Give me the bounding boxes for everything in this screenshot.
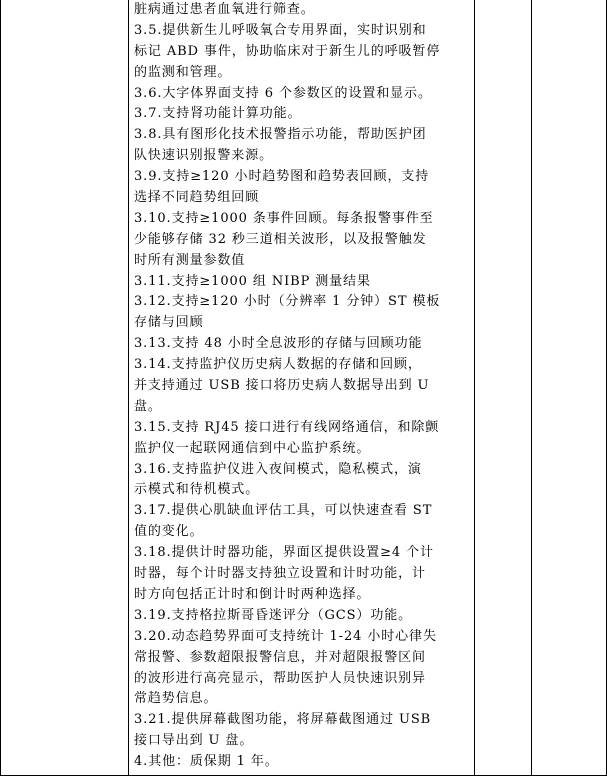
description-line: 少能够存储 32 秒三道相关波形，以及报警触发	[134, 231, 427, 247]
table-border-bottom	[0, 775, 607, 776]
description-line: 3.15.支持 RJ45 接口进行有线网络通信，和除颤	[134, 419, 440, 435]
description-line: 3.21.提供屏幕截图功能，将屏幕截图通过 USB	[134, 712, 432, 728]
description-line: 时所有测量参数值	[134, 252, 246, 268]
description-line: 3.10.支持≥1000 条事件回顾。每条报警事件至	[134, 210, 434, 226]
description-line: 并支持通过 USB 接口将历史病人数据导出到 U	[134, 378, 430, 394]
description-line: 常趋势信息。	[134, 691, 218, 707]
description-line: 3.9.支持≥120 小时趋势图和趋势表回顾，支持	[134, 169, 430, 185]
description-line: 3.6.大字体界面支持 6 个参数区的设置和显示。	[134, 85, 432, 101]
description-line: 监护仪一起联网通信到中心监护系统。	[134, 440, 371, 456]
description-line: 的监测和管理。	[134, 64, 232, 80]
description-line: 常报警、参数超限报警信息，并对超限报警区间	[134, 649, 426, 665]
description-line: 3.8.具有图形化技术报警指示功能，帮助医护团	[134, 127, 427, 143]
description-line: 的波形进行高亮显示，帮助医护人员快速识别异	[134, 670, 426, 686]
description-line: 3.5.提供新生儿呼吸氧合专用界面，实时识别和	[134, 22, 427, 38]
description-line: 3.17.提供心肌缺血评估工具，可以快速查看 ST	[134, 503, 433, 519]
description-line: 3.7.支持肾功能计算功能。	[134, 106, 302, 122]
description-line: 3.14.支持监护仪历史病人数据的存储和回顾，	[134, 357, 422, 373]
description-line: 盘。	[134, 398, 162, 414]
description-line: 值的变化。	[134, 524, 204, 540]
description-line: 队快速识别报警来源。	[134, 148, 274, 164]
description-line: 3.12.支持≥120 小时（分辨率 1 分钟）ST 模板	[134, 294, 441, 310]
description-line: 3.18.提供计时器功能，界面区提供设置≥4 个计	[134, 545, 434, 561]
description-line: 标记 ABD 事件，协助临床对于新生儿的呼吸暂停	[134, 43, 441, 59]
description-line: 时器，每个计时器支持独立设置和计时功能，计	[134, 566, 426, 582]
description-line: 选择不同趋势组回顾	[134, 190, 260, 206]
description-line: 3.13.支持 48 小时全息波形的存储与回顾功能	[134, 336, 423, 352]
description-line: 3.19.支持格拉斯哥昏迷评分（GCS）功能。	[134, 607, 413, 623]
description-line: 时方向包括正计时和倒计时两种选择。	[134, 586, 371, 602]
description-line: 脏病通过患者血氧进行筛查。	[134, 2, 315, 17]
table-border-left	[0, 0, 1, 776]
description-line: 存储与回顾	[134, 315, 204, 331]
table-cell-description	[134, 0, 470, 773]
description-line: 3.16.支持监护仪进入夜间模式，隐私模式，演	[134, 461, 422, 477]
description-line: 4.其他：质保期 1 年。	[134, 754, 279, 770]
description-line: 示模式和待机模式。	[134, 482, 260, 498]
column-divider-3	[531, 0, 532, 776]
column-divider-1	[128, 0, 129, 776]
description-line: 接口导出到 U 盘。	[134, 733, 254, 749]
description-line: 3.20.动态趋势界面可支持统计 1-24 小时心律失	[134, 628, 437, 644]
column-divider-2	[474, 0, 475, 776]
description-line: 3.11.支持≥1000 组 NIBP 测量结果	[134, 273, 371, 289]
